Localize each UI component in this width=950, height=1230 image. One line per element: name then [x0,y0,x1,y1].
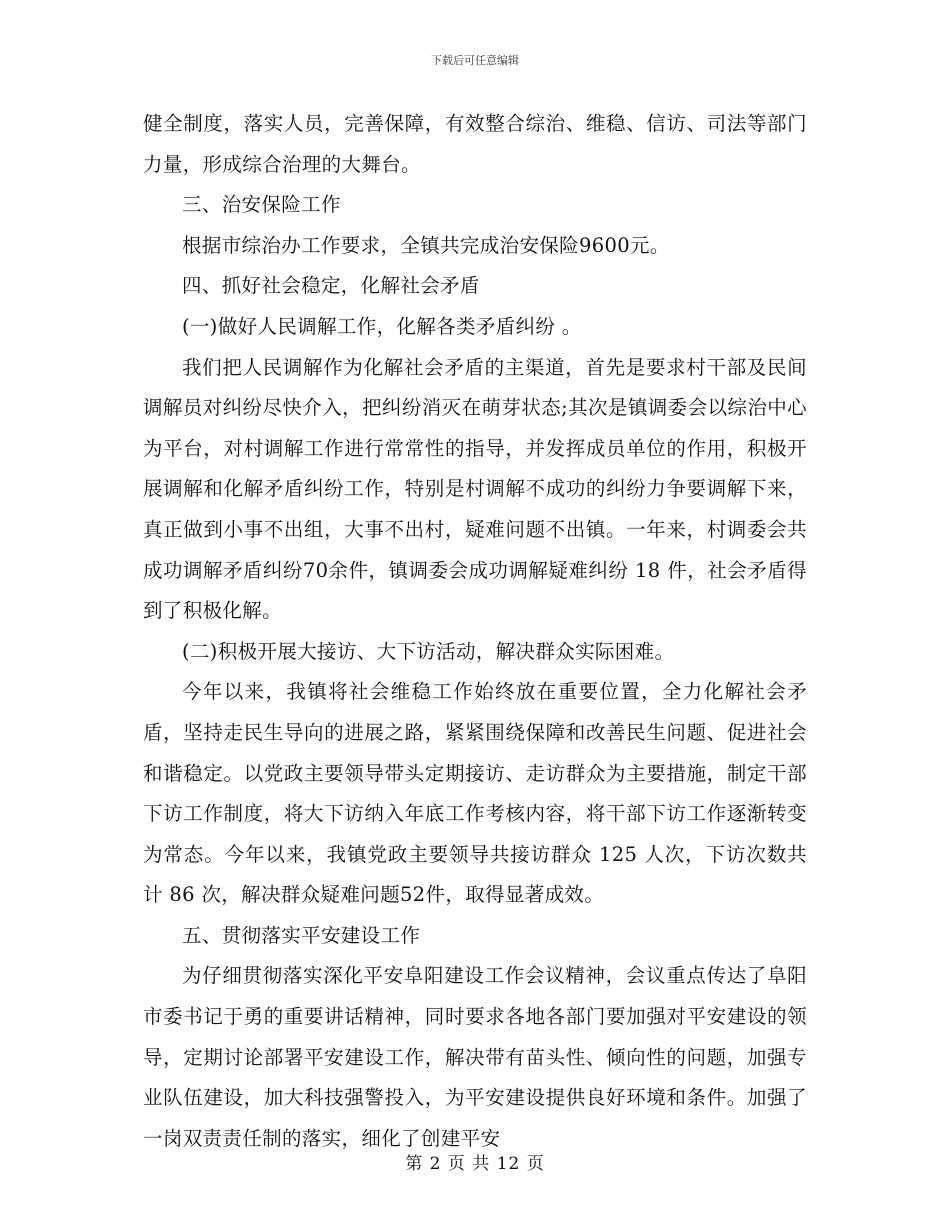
paragraph-continuation: 健全制度，落实人员，完善保障，有效整合综治、维稳、信访、司法等部门力量，形成综合治理的大舞台。 [143,112,807,176]
paragraph: 今年以来，我镇将社会维稳工作始终放在重要位置，全力化解社会矛盾，坚持走民生导向的进展之路，紧紧围绕保障和改善民生问题、促进社会和谐稳定。以党政主要领导带头定期接访、走访群众为主要措施，制定干部下访工作制度，将大下访纳入年底工作考核内容，将干部下访工作逐渐转变为常态。今年以来，我镇党政主要领导共接访群众 125 人次，下访次数共计 86 次，解决群众疑难问题52件，取得显著成效。 [143,680,807,907]
page-header: 下载后可任意编辑 [431,54,519,67]
document-body [143,104,807,1159]
paragraph: 我们把人民调解作为化解社会矛盾的主渠道，首先是要求村干部及民间调解员对纠纷尽快介入，把纠纷消灭在萌芽状态;其次是镇调委会以综治中心为平台，对村调解工作进行常常性的指导，并发挥成员单位的作用，积极开展调解和化解矛盾纠纷工作，特别是村调解不成功的纠纷力争要调解下来，真正做到小事不出组，大事不出村，疑难问题不出镇。一年来，村调委会共成功调解矛盾纠纷70余件，镇调委会成功调解疑难纠纷 18 件，社会矛盾得到了积极化解。 [143,355,807,623]
section-heading-3: 三、治安保险工作 [182,193,341,217]
section-heading-4: 四、抓好社会稳定，化解社会矛盾 [182,274,480,298]
section-heading-5: 五、贯彻落实平安建设工作 [182,923,421,947]
subsection-heading-2: (二)积极开展大接访、大下访活动，解决群众实际困难。 [182,639,675,663]
paragraph: 为仔细贯彻落实深化平安阜阳建设工作会议精神，会议重点传达了阜阳市委书记于勇的重要讲话精神，同时要求各地各部门要加强对平安建设的领导，定期讨论部署平安建设工作，解决带有苗头性、倾向性的问题，加强专业队伍建设，加大科技强警投入，为平安建设提供良好环境和条件。加强了一岗双责责任制的落实，细化了创建平安 [143,964,807,1150]
paragraph: 根据市综治办工作要求，全镇共完成治安保险9600元。 [182,233,670,257]
page-footer: 第 2 页 共 12 页 [405,1154,545,1174]
subsection-heading-1: (一)做好人民调解工作，化解各类矛盾纠纷 。 [182,314,582,338]
